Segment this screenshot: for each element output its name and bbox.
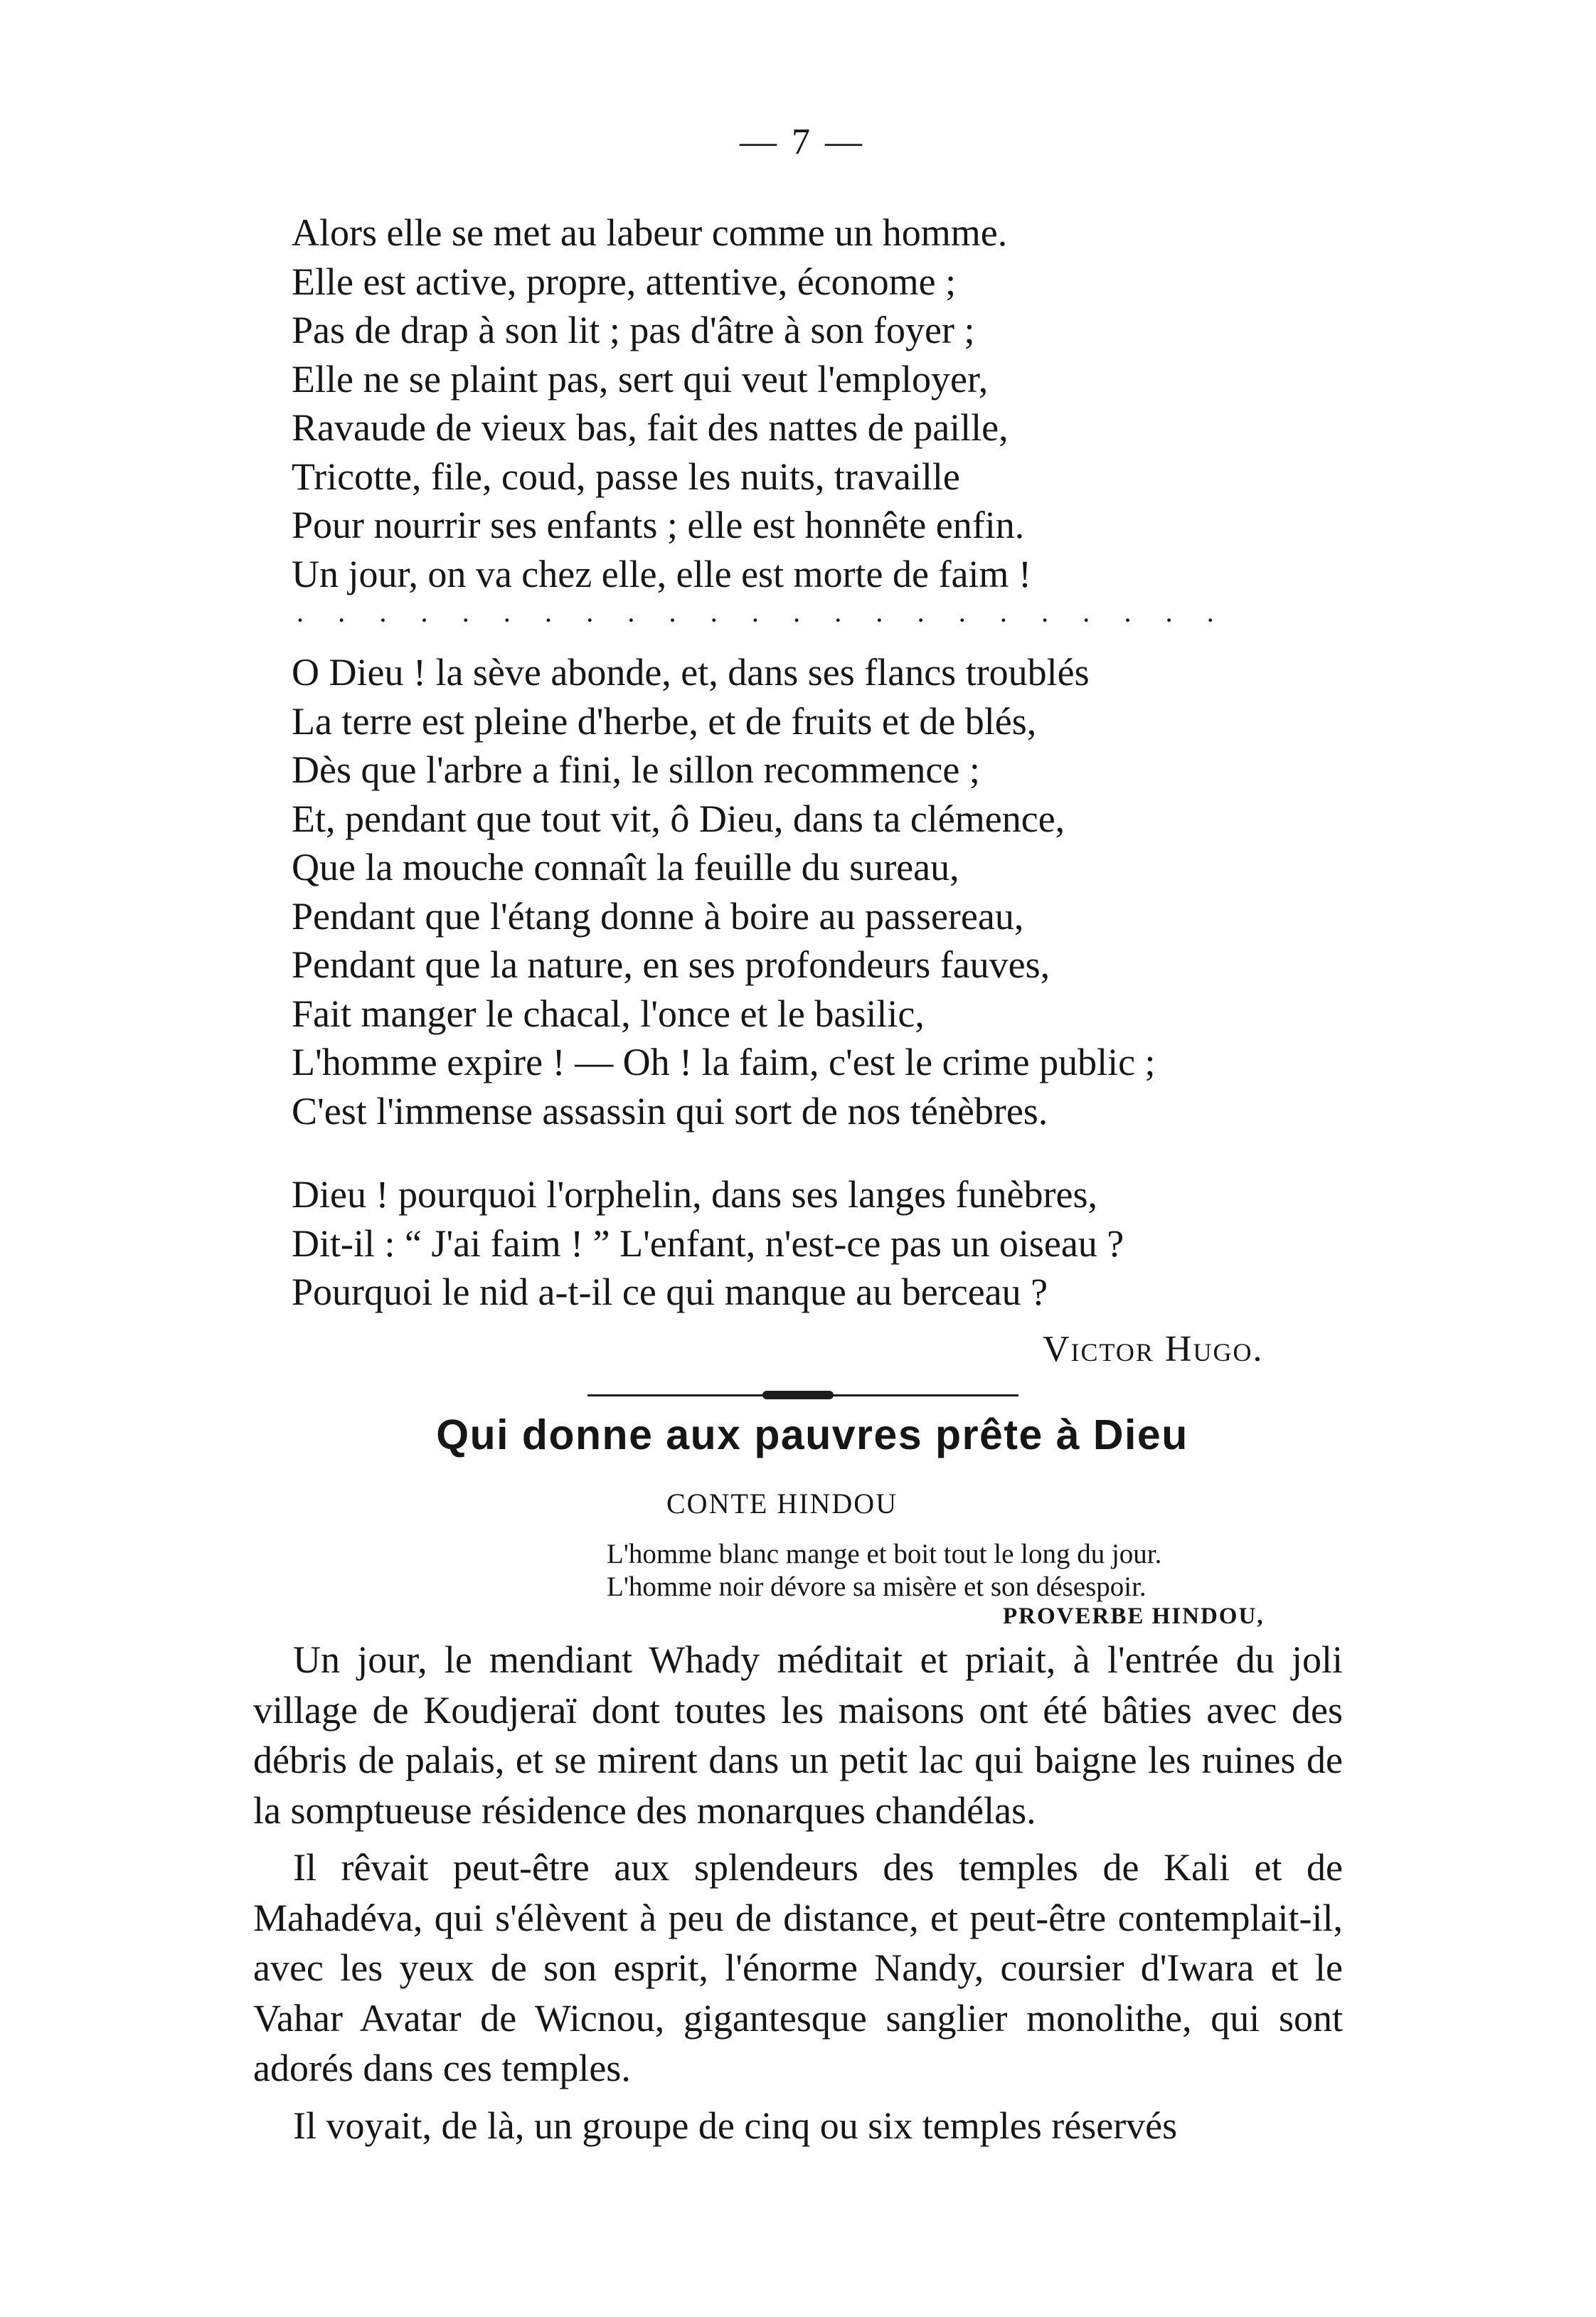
ellipsis-dot: . [711,603,717,627]
ellipsis-dot: . [959,603,965,627]
ellipsis-dot: . [835,603,841,627]
poem-line: Tricotte, file, coud, passe les nuits, travaille [292,455,960,498]
paragraph: Un jour, le mendiant Whady méditait et priait, à l'entrée du joli village de Koudjeraï dont toutes les maisons ont été bâties avec des débris de palais, et se mirent dans un petit lac qui baigne les ruines de la somptueuse résidence des monarques chandélas. [253,1638,1343,1832]
ellipsis-dot: . [380,603,386,627]
ellipsis-dot: . [1166,603,1172,627]
poem-line: Pendant que l'étang donne à boire au passereau, [292,894,1024,938]
poem-line: Elle est active, propre, attentive, économe ; [292,260,957,303]
ellipsis-dot: . [421,603,427,627]
poem-stanza-3 [292,1170,1124,1317]
epigraph-source: PROVERBE HINDOU, [1003,1603,1265,1629]
ellipsis-dot: . [669,603,676,627]
ellipsis-dot: . [1001,603,1006,627]
ellipsis-dot: . [504,603,510,627]
ellipsis-dot: . [1208,603,1213,627]
poem-line: Alors elle se met au labeur comme un homme. [292,211,1008,254]
paragraph: Il rêvait peut-être aux splendeurs des temples de Kali et de Mahadéva, qui s'élèvent à peu de distance, et peut-être contemplait-il, avec les yeux de son esprit, l'énorme Nandy, coursier d'Iwara et le Vahar Avatar de Wicnou, gigantesque sanglier monolithe, qui sont adorés dans ces temples. [253,1846,1343,2089]
poem-line: Pour nourrir ses enfants ; elle est honnête enfin. [292,504,1025,546]
poem-line: Et, pendant que tout vit, ô Dieu, dans ta clémence, [292,797,1065,840]
poem-line: Dès que l'arbre a fini, le sillon recommence ; [292,748,980,791]
poem-line: Pourquoi le nid a-t-il ce qui manque au berceau ? [292,1271,1048,1313]
epigraph-line: L'homme noir dévore sa misère et son désespoir. [607,1571,1147,1602]
poem-line: Pas de drap à son lit ; pas d'âtre à son foyer ; [292,309,975,351]
ellipsis-dot: . [546,603,551,627]
poem-line: La terre est pleine d'herbe, et de fruits et de blés, [292,699,1037,743]
poem-line: Pendant que la nature, en ses profondeurs fauves, [292,943,1050,986]
ellipsis-dot: . [794,603,799,627]
poem-line: C'est l'immense assassin qui sort de nos ténèbres. [292,1089,1048,1133]
poem-line: L'homme expire ! — Oh ! la faim, c'est le crime public ; [292,1041,1156,1083]
ellipsis-dot: . [917,603,924,627]
poem-line: Ravaude de vieux bas, fait des nattes de paille, [292,406,1009,449]
ellipsis-dot: . [1042,603,1048,627]
poem-line: Dit-il : “ J'ai faim ! ” L'enfant, n'est-ce pas un oiseau ? [292,1221,1124,1265]
ellipsis-dots-row [293,605,1218,626]
poem-line: Dieu ! pourquoi l'orphelin, dans ses langes funèbres, [292,1173,1097,1216]
poem-line: Un jour, on va chez elle, elle est morte de faim ! [292,552,1031,595]
poem-line: Elle ne se plaint pas, sert qui veut l'employer, [292,357,989,401]
ellipsis-dot: . [876,603,883,627]
ellipsis-dot: . [1124,603,1131,627]
ellipsis-dot: . [339,603,344,627]
epigraph [607,1538,1161,1603]
poem-line: Fait manger le chacal, l'once et le basilic, [292,992,925,1035]
ellipsis-dot: . [752,603,758,627]
poem-stanza-2 [292,648,1156,1135]
section-title: Qui donne aux pauvres prête à Dieu [436,1411,1188,1458]
story-text [253,1635,1343,2158]
paragraph: Il voyait, de là, un groupe de cinq ou six temples réservés [293,2104,1178,2147]
poem-author: Victor Hugo. [1043,1329,1264,1369]
poem-line: Que la mouche connaît la feuille du sureau, [292,846,959,889]
ellipsis-dot: . [587,603,592,627]
ellipsis-dot: . [628,603,634,627]
ellipsis-dot: . [462,603,469,627]
section-subtitle: CONTE HINDOU [666,1488,898,1520]
epigraph-line: L'homme blanc mange et boit tout le long du jour. [607,1539,1162,1569]
section-separator [587,1394,1018,1396]
poem-line: O Dieu ! la sève abonde, et, dans ses flancs troublés [292,651,1090,694]
page-number: — 7 — [740,122,865,162]
poem-stanza-1 [292,208,1031,598]
ellipsis-dot: . [297,603,303,627]
ellipsis-dot: . [1083,603,1090,627]
